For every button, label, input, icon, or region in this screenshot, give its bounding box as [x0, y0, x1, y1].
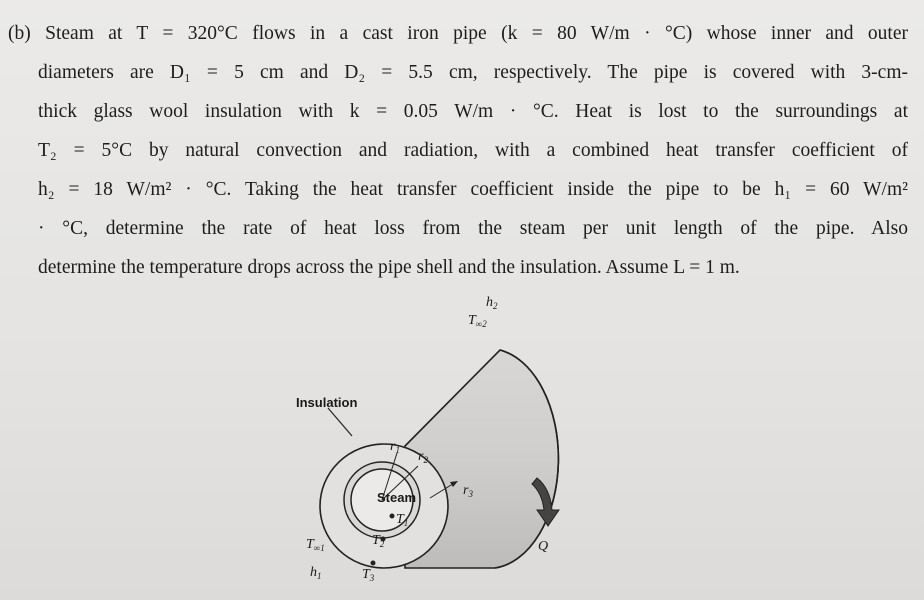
steam-label: Steam: [377, 490, 417, 505]
problem-line-4: T₂ = 5°C by natural convection and radiation, with a combined heat transfer coefficient of: [38, 140, 908, 161]
t1-label: $T_1$: [396, 512, 409, 528]
q-label: Q: [538, 539, 549, 554]
problem-line-7: determine the temperature drops across the pipe shell and the insulation. Assume L = 1 m.: [38, 257, 740, 278]
h1-label: $h_1$: [310, 565, 322, 581]
t1-dot: [390, 514, 395, 519]
pipe-diagram: [280, 288, 640, 598]
problem-line-3: thick glass wool insulation with k = 0.05 W/m · °C. Heat is lost to the surroundings at: [38, 101, 908, 122]
r1-label: $r_1$: [390, 439, 400, 455]
problem-line-1: (b) Steam at T = 320°C flows in a cast iron pipe (k = 80 W/m · °C) whose inner and outer: [8, 23, 908, 44]
insulation-label: Insulation: [296, 395, 358, 410]
problem-statement: [8, 14, 908, 287]
problem-line-2: diameters are D₁ = 5 cm and D₂ = 5.5 cm, respectively. The pipe is covered with 3-cm-: [38, 62, 908, 83]
problem-line-5: h₂ = 18 W/m² · °C. Taking the heat transfer coefficient inside the pipe to be h₁ = 60 W/m²: [38, 179, 908, 200]
problem-line-6: · °C, determine the rate of heat loss from the steam per unit length of the pipe. Also: [38, 218, 908, 239]
t3-label: $T_3$: [362, 567, 375, 583]
insulation-leader: [328, 408, 352, 436]
tinf2-label: $T_{\infty 2}$: [468, 313, 487, 329]
t2-label: $T_2$: [372, 533, 385, 549]
h2-label: $h_2$: [486, 295, 498, 311]
r3-label: $r_3$: [463, 483, 473, 499]
pipe-figure: [280, 288, 640, 598]
r2-label: $r_2$: [418, 449, 428, 465]
tinf1-label: $T_{\infty 1}$: [306, 537, 325, 553]
t3-dot: [371, 561, 376, 566]
